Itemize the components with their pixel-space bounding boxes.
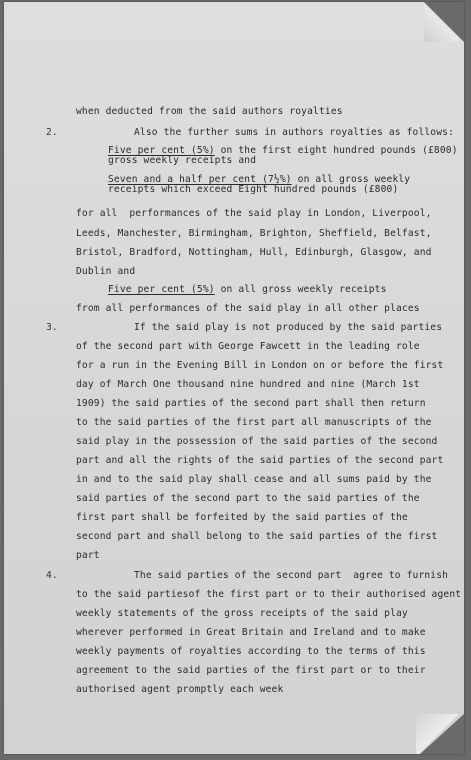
- text-line-deducted: when deducted from the said authors royalties: [76, 106, 343, 117]
- clause-3-line: said play in the possession of the said parties of the second: [76, 436, 438, 447]
- rate-1-rest: on the first eight hundred pounds (£800): [214, 145, 458, 156]
- clause-4-line: weekly payments of royalties according to the terms of this: [76, 646, 426, 657]
- clause-2-intro: Also the further sums in authors royalties as follows:: [134, 127, 454, 138]
- folded-corner-flap-top: [424, 2, 458, 42]
- clause-3-line: of the second part with George Fawcett in the leading role: [76, 341, 420, 352]
- clause-4-line: to the said partiesof the first part or to their authorised agent: [76, 589, 462, 600]
- clause-3-line: to the said parties of the first part all manuscripts of the: [76, 417, 432, 428]
- clause-2-venue-line: Dublin and: [76, 266, 136, 277]
- document-page: [4, 2, 464, 754]
- clause-2-rate-2-line-2: receipts which exceed Eight hundred pounds (£800): [108, 184, 399, 195]
- clause-4-line: weekly statements of the gross receipts of the said play: [76, 608, 408, 619]
- clause-4-line: wherever performed in Great Britain and Ireland and to make: [76, 627, 426, 638]
- clause-2-rate-3-line-2: from all performances of the said play in all other places: [76, 303, 420, 314]
- clause-3-line: first part shall be forfeited by the said parties of the: [76, 512, 408, 523]
- clause-4-line: The said parties of the second part agree to furnish: [134, 570, 449, 581]
- clause-2-rate-1-line-2: gross weekly receipts and: [108, 155, 257, 166]
- clause-3-line: part: [76, 550, 100, 561]
- clause-3-line: 1909) the said parties of the second part shall then return: [76, 398, 426, 409]
- clause-3-line: in and to the said play shall cease and all sums paid by the: [76, 474, 432, 485]
- clause-2-rate-3: [108, 284, 387, 296]
- clause-3-line: day of March One thousand nine hundred and nine (March 1st: [76, 379, 420, 390]
- clause-2-venue-line: Leeds, Manchester, Birmingham, Brighton, Sheffield, Belfast,: [76, 228, 432, 239]
- clause-3-line: second part and shall belong to the said parties of the first: [76, 531, 438, 542]
- clause-2-venue-line: Bristol, Bradford, Nottingham, Hull, Edinburgh, Glasgow, and: [76, 247, 432, 258]
- clause-3-line: said parties of the second part to the said parties of the: [76, 493, 420, 504]
- clause-3-line: for a run in the Evening Bill in London on or before the first: [76, 360, 444, 371]
- clause-4-number: 4.: [46, 570, 58, 581]
- clause-3-line: part and all the rights of the said parties of the second part: [76, 455, 444, 466]
- clause-3-number: 3.: [46, 322, 58, 333]
- rate-3-underlined: Five per cent (5%): [108, 284, 215, 295]
- clause-4-line: authorised agent promptly each week: [76, 684, 284, 695]
- clause-2-number: 2.: [46, 127, 58, 138]
- rate-2-underlined: Seven and a half per cent (7½%): [108, 174, 292, 185]
- rate-1-underlined: Five per cent (5%): [108, 145, 215, 156]
- clause-4-line: agreement to the said parties of the first part or to their: [76, 665, 426, 676]
- rate-2-rest: on all gross weekly: [291, 174, 411, 185]
- clause-2-venue-line: for all performances of the said play in London, Liverpool,: [76, 208, 432, 219]
- clause-3-line: If the said play is not produced by the said parties: [134, 322, 443, 333]
- rate-3-rest: on all gross weekly receipts: [214, 284, 387, 295]
- folded-corner-flap-bottom: [416, 714, 460, 754]
